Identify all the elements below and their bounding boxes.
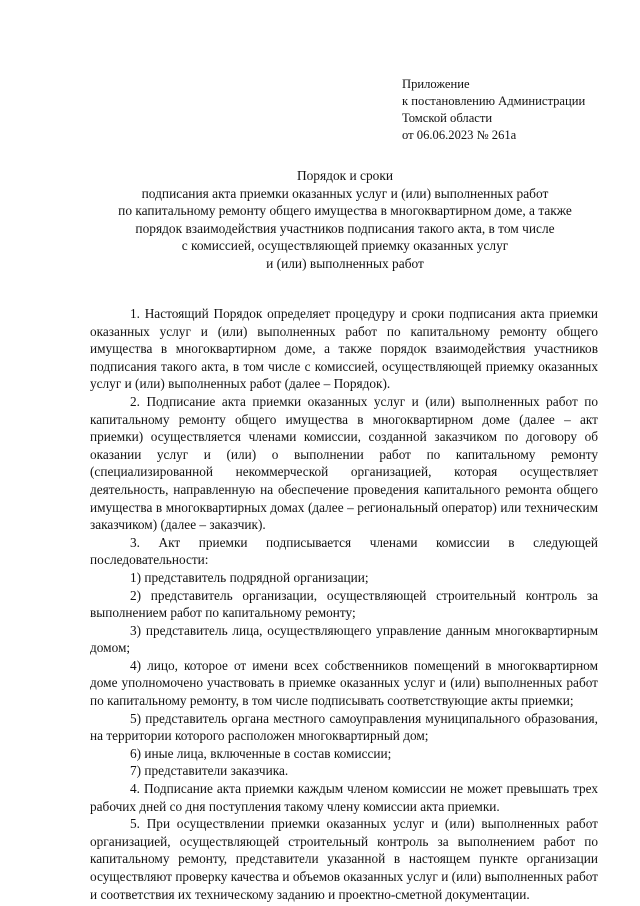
paragraph-1: 1. Настоящий Порядок определяет процедуру и сроки подписания акта приемки оказанных услуг и (или) выполненных работ по капитальному ремонту общего имущества в многоквартирном доме, а также порядок взаимодействия участников подписания такого акта, в том числе с комиссией, осуществляющей приемку оказанных услуг и (или) выполненных работ (далее – Порядок). [90,306,598,392]
appendix-line-3: Томской области [402,111,493,125]
paragraph-5: 5. При осуществлении приемки оказанных услуг и (или) выполненных работ организацией, осуществляющей строительный контроль за выполнением работ по капитальному ремонту, представители указанной в настоящем пункте организации осуществляют проверку качества и объемов оказанных услуг и (или) выполненных работ и соответствия их техническому заданию и проектно-сметной документации. [90,816,598,902]
title-line-3: по капитальному ремонту общего имущества в многоквартирном доме, а также [118,203,572,219]
list-item-6: 6) иные лица, включенные в состав комиссии; [130,745,392,761]
title-line-1: Порядок и сроки [296,168,394,183]
paragraph-3: 3. Акт приемки подписывается членами комиссии в следующей последовательности: [90,534,598,568]
appendix-line-4: от 06.06.2023 № 261а [402,128,517,142]
paragraph-4: 4. Подписание акта приемки каждым членом комиссии не может превышать трех рабочих дней со дня поступления такому члену комиссии акта приемки. [90,781,598,814]
list-item-2: 2) представитель организации, осуществляющей строительный контроль за выполнением работ по капитальному ремонту; [90,587,598,621]
document-body [90,305,598,903]
appendix-header [402,76,622,144]
paragraph-2: 2. Подписание акта приемки оказанных услуг и (или) выполненных работ по капитальному ремонту общего имущества в многоквартирном доме (далее – акт приемки) осуществляется членами комиссии, созданной заказчиком по договору об оказании услуг и (или) о выполнении работ по капитальному ремонту (специализированной некоммерческой организацией, которая осуществляет деятельность, направленную на обеспечение проведения капитального ремонта общего имущества в многоквартирных домах (далее – региональный оператор) или техническим заказчиком) (далее – заказчик). [90,393,598,533]
list-item-1: 1) представитель подрядной организации; [130,569,369,585]
list-item-4: 4) лицо, которое от имени всех собственников помещений в многоквартирном доме уполномочено участвовать в приемке оказанных услуг и (или) выполненных работ по капитальному ремонту, в том числе подписывать соответствующие акты приемки; [90,657,598,709]
list-item-3: 3) представитель лица, осуществляющего управление данным многоквартирным домом; [90,622,598,656]
title-line-4: порядок взаимодействия участников подписания такого акта, в том числе [135,220,555,236]
appendix-line-2: к постановлению Администрации [402,94,586,108]
appendix-line-1: Приложение [402,77,470,91]
title-line-5: с комиссией, осуществляющей приемку оказанных услуг [181,238,509,254]
title-line-6: и (или) выполненных работ [266,255,424,271]
document-title [60,167,630,273]
title-line-2: подписания акта приемки оказанных услуг и (или) выполненных работ [141,185,549,201]
list-item-5: 5) представитель органа местного самоуправления муниципального образования, на территории которого расположен многоквартирный дом; [90,710,598,744]
list-item-7: 7) представители заказчика. [130,763,289,779]
